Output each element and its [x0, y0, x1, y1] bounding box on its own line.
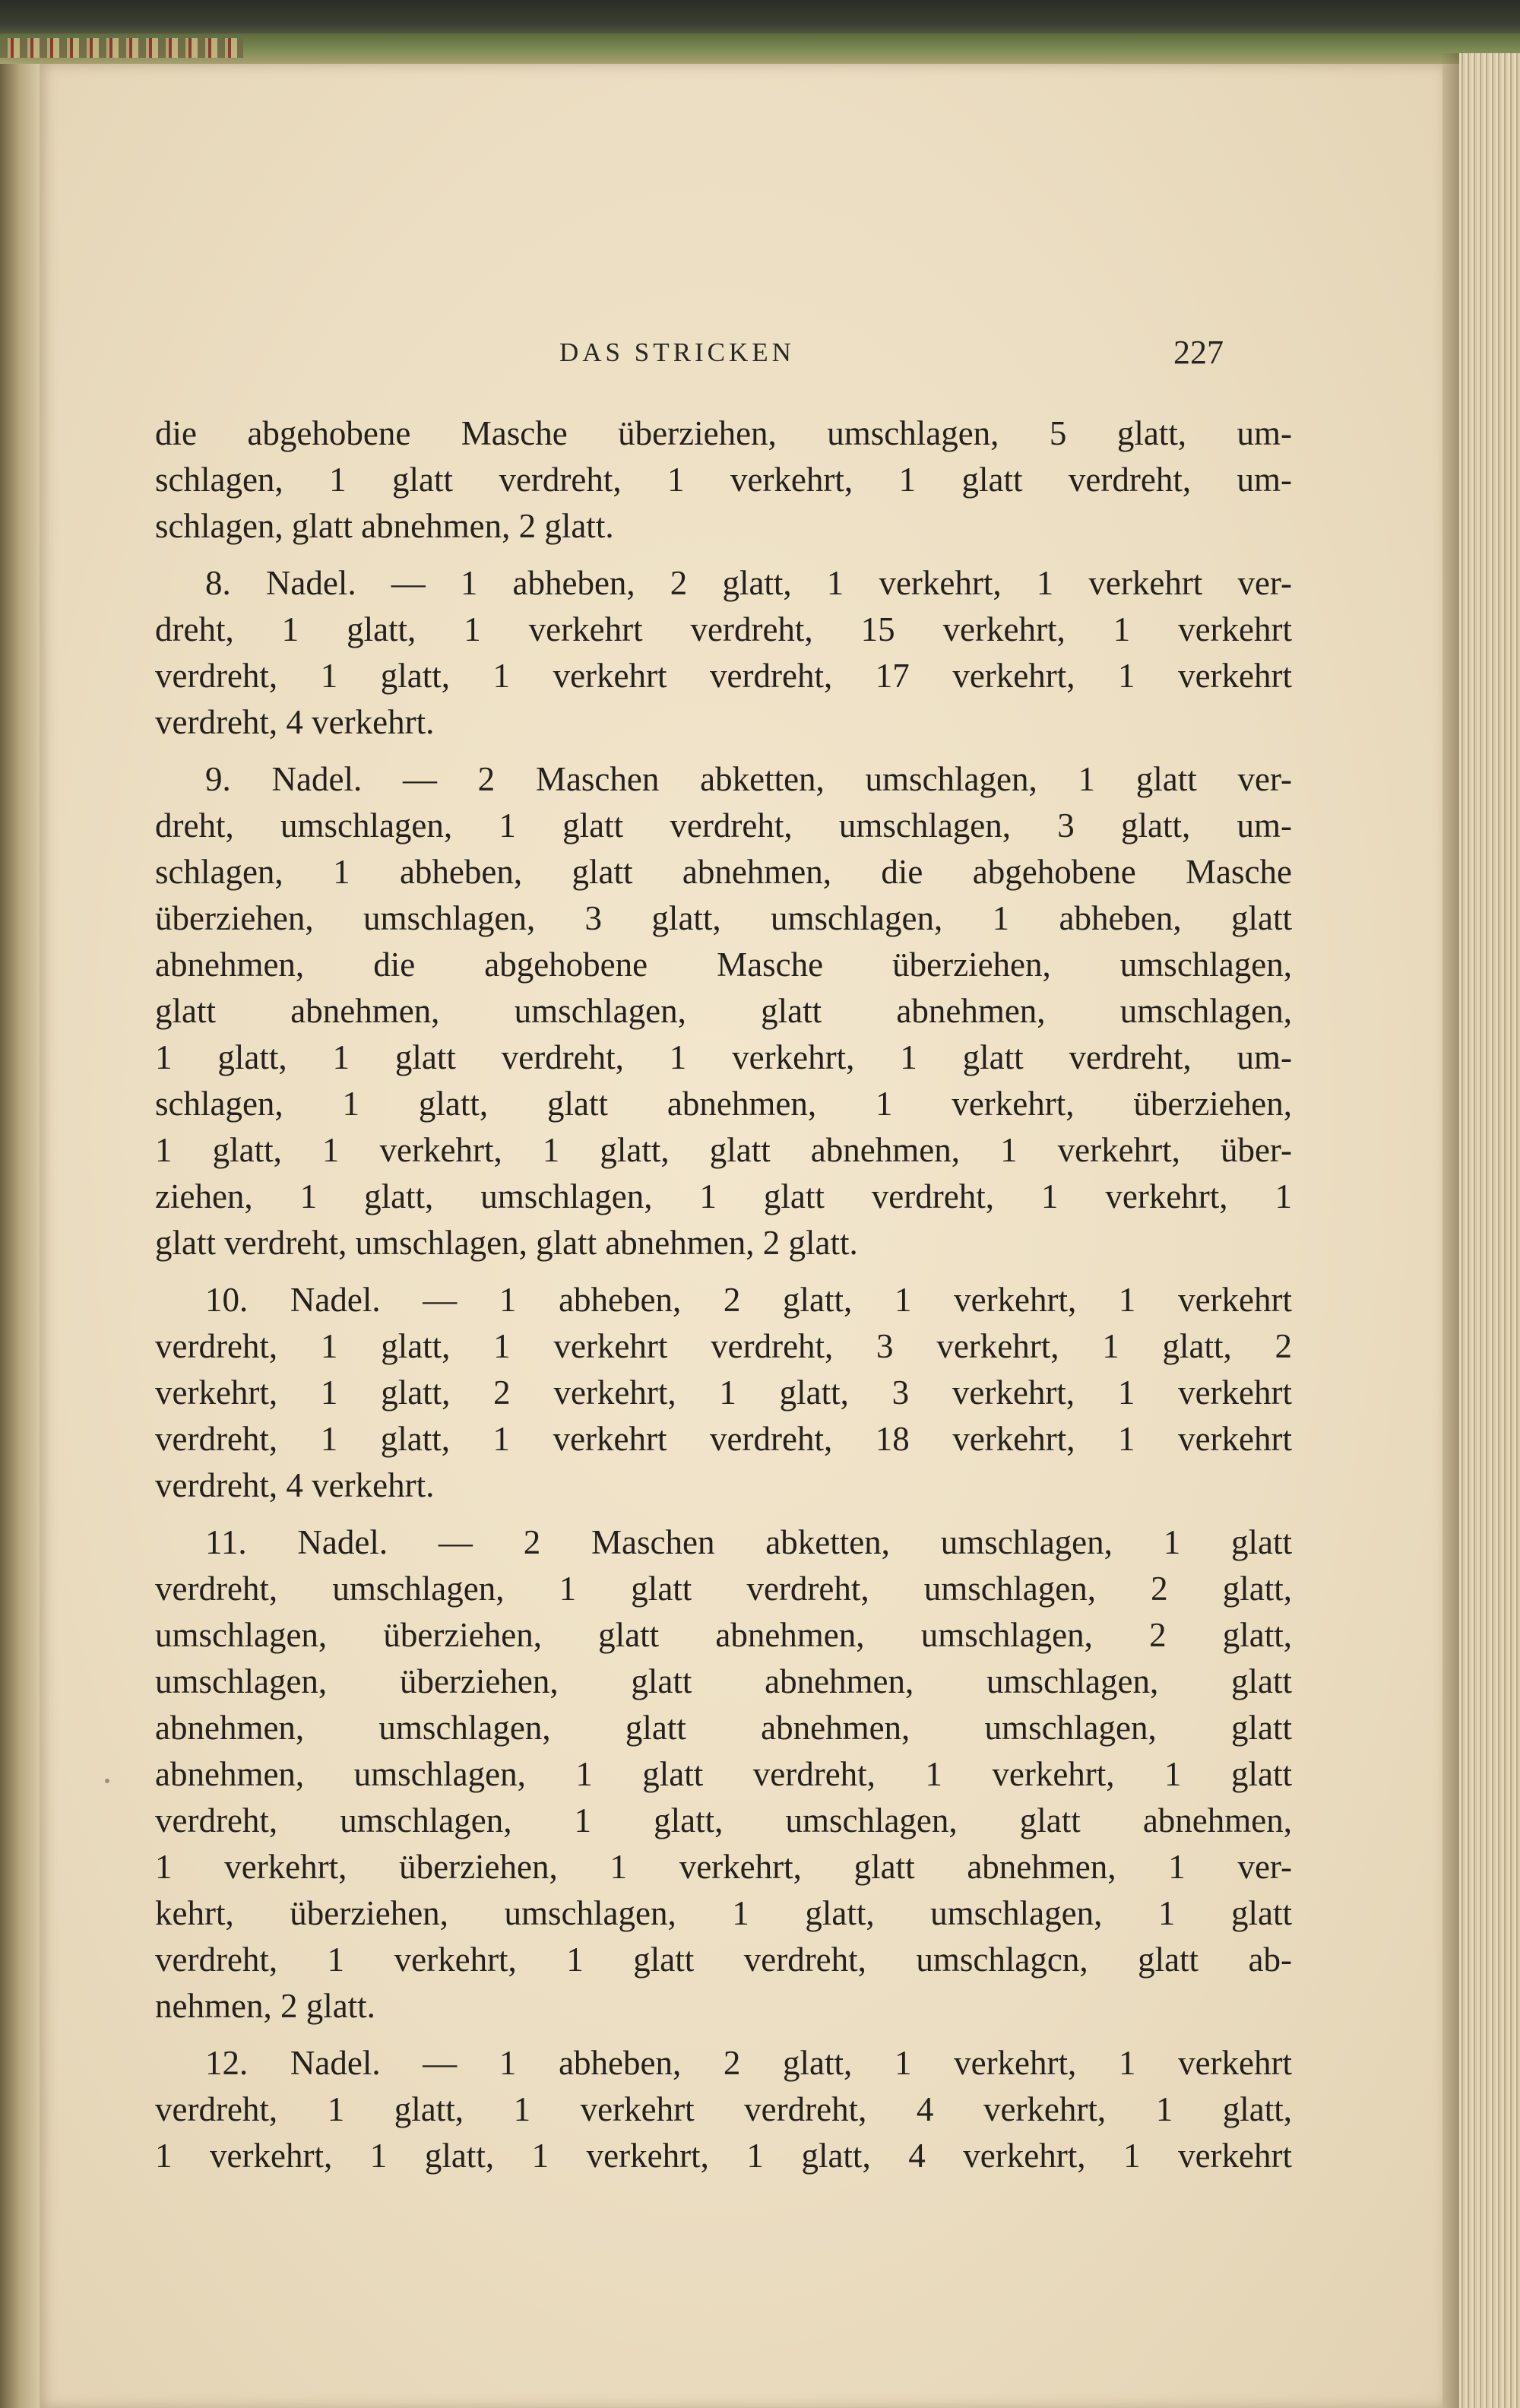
text-line: abnehmen, umschlagen, 1 glatt verdreht, 1 verkehrt, 1 glatt: [155, 1755, 1292, 1793]
text-line: dreht, 1 glatt, 1 verkehrt verdreht, 15 verkehrt, 1 verkehrt: [155, 610, 1292, 648]
paragraph: [155, 1519, 1292, 2029]
text-line: verdreht, 1 glatt, 1 verkehrt verdreht, 4 verkehrt, 1 glatt,: [155, 2090, 1292, 2128]
text-line: verdreht, 1 glatt, 1 verkehrt verdreht, 17 verkehrt, 1 verkehrt: [155, 657, 1292, 695]
text-line: verkehrt, 1 glatt, 2 verkehrt, 1 glatt, 3 verkehrt, 1 verkehrt: [155, 1374, 1292, 1412]
ribbon-marker: [0, 38, 243, 58]
text-line: 9. Nadel. — 2 Maschen abketten, umschlagen, 1 glatt ver-: [205, 760, 1292, 798]
margin-speck: [105, 1779, 109, 1783]
text-line: schlagen, 1 glatt verdreht, 1 verkehrt, 1 glatt verdreht, um-: [155, 461, 1292, 499]
page-number: 227: [1173, 334, 1224, 371]
text-line: glatt abnehmen, umschlagen, glatt abnehmen, umschlagen,: [155, 992, 1292, 1030]
text-line: kehrt, überziehen, umschlagen, 1 glatt, umschlagen, 1 glatt: [155, 1894, 1292, 1932]
text-line: nehmen, 2 glatt.: [155, 1987, 375, 2025]
page-stack-edges: [1459, 53, 1520, 2408]
text-line: 12. Nadel. — 1 abheben, 2 glatt, 1 verkehrt, 1 verkehrt: [205, 2044, 1292, 2082]
text-line: ziehen, 1 glatt, umschlagen, 1 glatt verdreht, 1 verkehrt, 1: [155, 1177, 1292, 1215]
text-line: verdreht, 4 verkehrt.: [155, 1466, 435, 1504]
paragraph: [155, 756, 1292, 1266]
text-line: schlagen, 1 abheben, glatt abnehmen, die abgehobene Masche: [155, 853, 1292, 891]
book-top-edge: [0, 0, 1520, 35]
text-line: abnehmen, die abgehobene Masche überziehen, umschlagen,: [155, 946, 1292, 984]
text-line: 10. Nadel. — 1 abheben, 2 glatt, 1 verkehrt, 1 verkehrt: [205, 1281, 1292, 1319]
text-line: verdreht, 1 glatt, 1 verkehrt verdreht, 18 verkehrt, 1 verkehrt: [155, 1420, 1292, 1458]
text-line: verdreht, 1 verkehrt, 1 glatt verdreht, umschlagcn, glatt ab-: [155, 1941, 1292, 1979]
paragraph: [155, 560, 1292, 746]
running-head: [40, 334, 1442, 375]
text-line: 1 verkehrt, überziehen, 1 verkehrt, glatt abnehmen, 1 ver-: [155, 1848, 1292, 1886]
text-line: umschlagen, überziehen, glatt abnehmen, umschlagen, 2 glatt,: [155, 1616, 1292, 1654]
text-line: dreht, umschlagen, 1 glatt verdreht, umschlagen, 3 glatt, um-: [155, 806, 1292, 844]
text-line: verdreht, umschlagen, 1 glatt verdreht, umschlagen, 2 glatt,: [155, 1570, 1292, 1608]
text-line: schlagen, 1 glatt, glatt abnehmen, 1 verkehrt, überziehen,: [155, 1085, 1292, 1123]
text-line: 1 glatt, 1 verkehrt, 1 glatt, glatt abnehmen, 1 verkehrt, über-: [155, 1131, 1292, 1169]
text-line: schlagen, glatt abnehmen, 2 glatt.: [155, 507, 614, 545]
text-line: 1 verkehrt, 1 glatt, 1 verkehrt, 1 glatt, 4 verkehrt, 1 verkehrt: [155, 2137, 1292, 2175]
text-line: glatt verdreht, umschlagen, glatt abnehmen, 2 glatt.: [155, 1224, 858, 1262]
paragraph: [155, 2040, 1292, 2179]
text-line: 8. Nadel. — 1 abheben, 2 glatt, 1 verkehrt, 1 verkehrt ver-: [205, 564, 1292, 602]
text-line: 11. Nadel. — 2 Maschen abketten, umschlagen, 1 glatt: [205, 1523, 1292, 1561]
text-line: überziehen, umschlagen, 3 glatt, umschlagen, 1 abheben, glatt: [155, 899, 1292, 937]
paragraph: [155, 410, 1292, 550]
text-line: verdreht, 1 glatt, 1 verkehrt verdreht, 3 verkehrt, 1 glatt, 2: [155, 1327, 1292, 1365]
paragraph: [155, 1277, 1292, 1509]
text-line: abnehmen, umschlagen, glatt abnehmen, umschlagen, glatt: [155, 1709, 1292, 1747]
running-head-title: DAS STRICKEN: [559, 337, 795, 367]
body-text: [155, 410, 1292, 2190]
text-line: die abgehobene Masche überziehen, umschlagen, 5 glatt, um-: [155, 414, 1292, 452]
page-edge-shadow: [1441, 53, 1459, 2408]
text-line: verdreht, 4 verkehrt.: [155, 703, 435, 741]
binding-gutter: [0, 64, 40, 2408]
book-page: [40, 64, 1442, 2408]
text-line: verdreht, umschlagen, 1 glatt, umschlagen, glatt abnehmen,: [155, 1801, 1292, 1839]
text-line: umschlagen, überziehen, glatt abnehmen, umschlagen, glatt: [155, 1662, 1292, 1700]
text-line: 1 glatt, 1 glatt verdreht, 1 verkehrt, 1 glatt verdreht, um-: [155, 1038, 1292, 1076]
